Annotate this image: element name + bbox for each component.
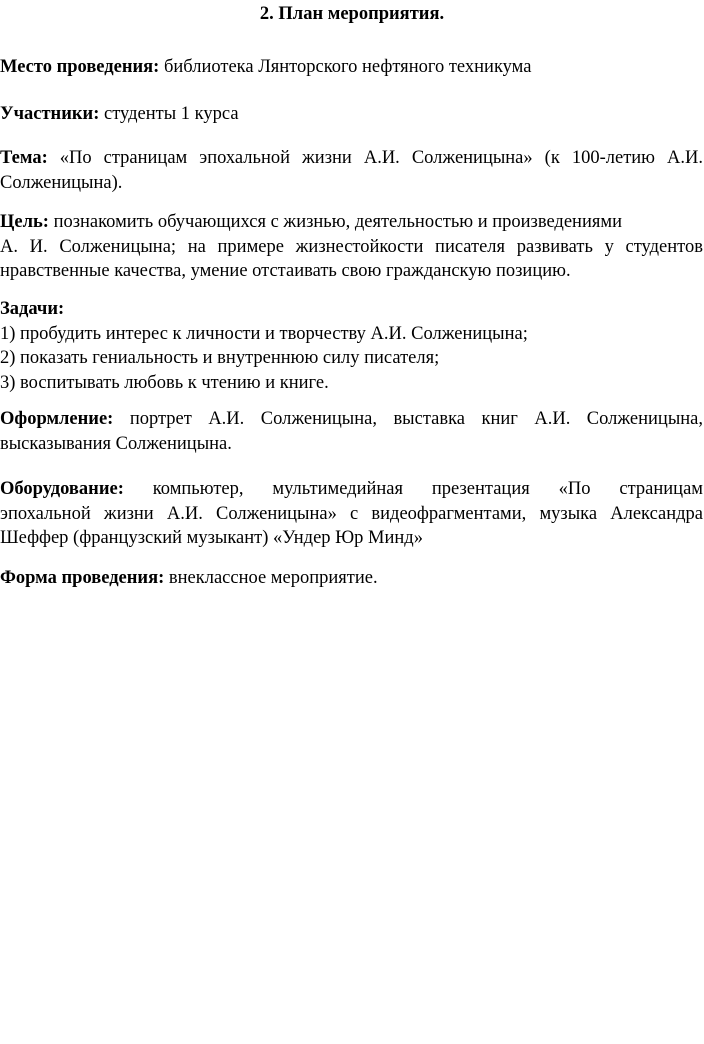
topic-line-1	[0, 146, 703, 171]
equipment-label: Оборудование:	[0, 479, 124, 499]
form-paragraph	[0, 566, 703, 591]
topic-line-2: Солженицына).	[0, 172, 123, 193]
decoration-text-1: портрет А.И. Солженицына, выставка книг А.И. Солженицына,	[113, 409, 703, 429]
form-label: Форма проведения:	[0, 568, 165, 588]
topic-text-1: «По страницам эпохальной жизни А.И. Солженицына» (к 100-летию А.И.	[47, 148, 703, 168]
topic-paragraph	[0, 146, 703, 195]
task-item-1: 1) пробудить интерес к личности и творчеству А.И. Солженицына;	[0, 323, 528, 344]
decoration-paragraph	[0, 407, 703, 456]
equipment-line-2: эпохальной жизни А.И. Солженицына» с видеофрагментами, музыка Александра	[0, 503, 703, 524]
decoration-line-2: высказывания Солженицына.	[0, 433, 232, 454]
decoration-line-1	[0, 407, 703, 432]
equipment-paragraph	[0, 477, 703, 551]
equipment-text-1: компьютер, мультимедийная презентация «По страницам	[123, 479, 703, 499]
venue-value: библиотека Лянторского нефтяного техникума	[159, 57, 532, 77]
task-item-3: 3) воспитывать любовь к чтению и книге.	[0, 372, 329, 393]
page-title: 2. План мероприятия.	[259, 4, 445, 24]
tasks-paragraph	[0, 297, 703, 395]
goal-text-1: познакомить обучающихся с жизнью, деятельностью и произведениями	[48, 212, 622, 232]
equipment-line-1	[0, 477, 703, 502]
decoration-label: Оформление:	[0, 409, 114, 429]
task-item-2: 2) показать гениальность и внутреннюю силу писателя;	[0, 348, 440, 368]
tasks-label: Задачи:	[0, 299, 65, 319]
goal-paragraph	[0, 210, 703, 284]
topic-label: Тема:	[0, 148, 48, 168]
form-line	[0, 566, 703, 591]
goal-line-2: А. И. Солженицына; на примере жизнестойкости писателя развивать у студентов	[0, 236, 703, 257]
venue-paragraph	[0, 55, 703, 80]
venue-line	[0, 55, 703, 80]
participants-line	[0, 102, 703, 127]
participants-label: Участники:	[0, 104, 100, 124]
goal-label: Цель:	[0, 212, 49, 232]
goal-line-3: нравственные качества, умение отстаивать свою гражданскую позицию.	[0, 261, 571, 281]
venue-label: Место проведения:	[0, 57, 160, 77]
goal-line-1	[0, 210, 703, 235]
participants-value: студенты 1 курса	[99, 104, 239, 124]
participants-paragraph	[0, 102, 703, 127]
equipment-line-3: Шеффер (французский музыкант) «Ундер Юр Минд»	[0, 528, 423, 548]
form-value: внеклассное мероприятие.	[164, 568, 378, 588]
